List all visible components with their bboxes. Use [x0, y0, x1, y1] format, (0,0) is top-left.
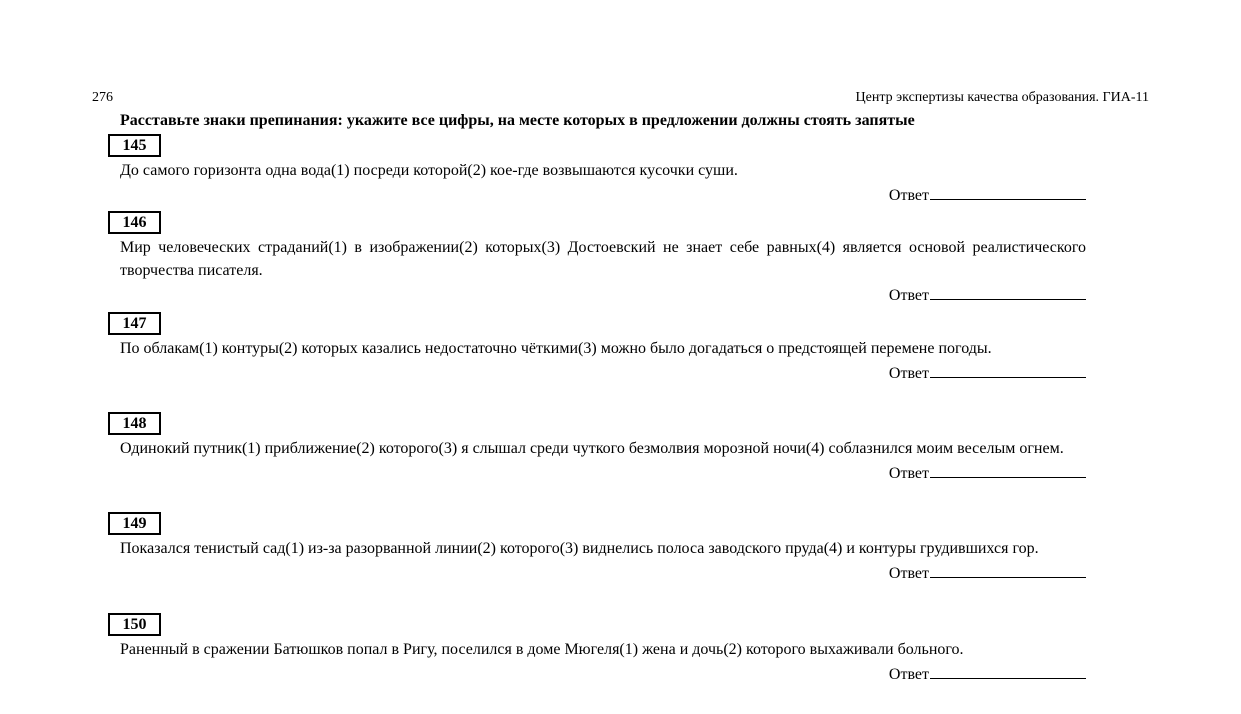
answer-label: Ответ	[888, 187, 929, 204]
answer-row	[108, 662, 1086, 685]
task-block-146	[108, 211, 1086, 306]
task-block-150	[108, 613, 1086, 685]
task-block-145	[108, 134, 1086, 206]
answer-row	[108, 361, 1086, 384]
page-number: 276	[92, 90, 113, 105]
task-sentence: Мир человеческих страданий(1) в изображении(2) которых(3) Достоевский не знает себе равных(4) является основой реалистического творчества писателя.	[120, 239, 1086, 279]
task-number-box: 145	[108, 134, 161, 157]
answer-field[interactable]	[930, 361, 1086, 378]
task-block-149	[108, 512, 1086, 584]
answer-field[interactable]	[930, 183, 1086, 200]
task-number-box: 149	[108, 512, 161, 535]
task-number-box: 148	[108, 412, 161, 435]
running-header: Центр экспертизы качества образования. ГИА-11	[855, 90, 1149, 105]
answer-field[interactable]	[930, 561, 1086, 578]
task-sentence: Показался тенистый сад(1) из-за разорванной линии(2) которого(3) виднелись полоса заводского пруда(4) и контуры грудившихся гор.	[120, 540, 1039, 557]
task-block-147	[108, 312, 1086, 384]
answer-label: Ответ	[888, 287, 929, 304]
answer-row	[108, 183, 1086, 206]
task-sentence: Одинокий путник(1) приближение(2) которого(3) я слышал среди чуткого безмолвия морозной ночи(4) соблазнился моим веселым огнем.	[120, 440, 1064, 457]
task-number-box: 150	[108, 613, 161, 636]
answer-label: Ответ	[888, 666, 929, 683]
answer-field[interactable]	[930, 283, 1086, 300]
task-instruction: Расставьте знаки препинания: укажите все цифры, на месте которых в предложении должны стоять запятые	[120, 112, 915, 129]
task-number-box: 146	[108, 211, 161, 234]
answer-row	[108, 561, 1086, 584]
answer-label: Ответ	[888, 365, 929, 382]
answer-field[interactable]	[930, 461, 1086, 478]
answer-row	[108, 283, 1086, 306]
task-sentence: По облакам(1) контуры(2) которых казались недостаточно чёткими(3) можно было догадаться о предстоящей перемене погоды.	[120, 340, 992, 357]
answer-label: Ответ	[888, 465, 929, 482]
answer-field[interactable]	[930, 662, 1086, 679]
task-block-148	[108, 412, 1086, 484]
answer-row	[108, 461, 1086, 484]
answer-label: Ответ	[888, 565, 929, 582]
task-sentence: Раненный в сражении Батюшков попал в Ригу, поселился в доме Мюгеля(1) жена и дочь(2) которого выхаживали больного.	[120, 641, 964, 658]
task-sentence: До самого горизонта одна вода(1) посреди которой(2) кое-где возвышаются кусочки суши.	[120, 162, 738, 179]
task-number-box: 147	[108, 312, 161, 335]
